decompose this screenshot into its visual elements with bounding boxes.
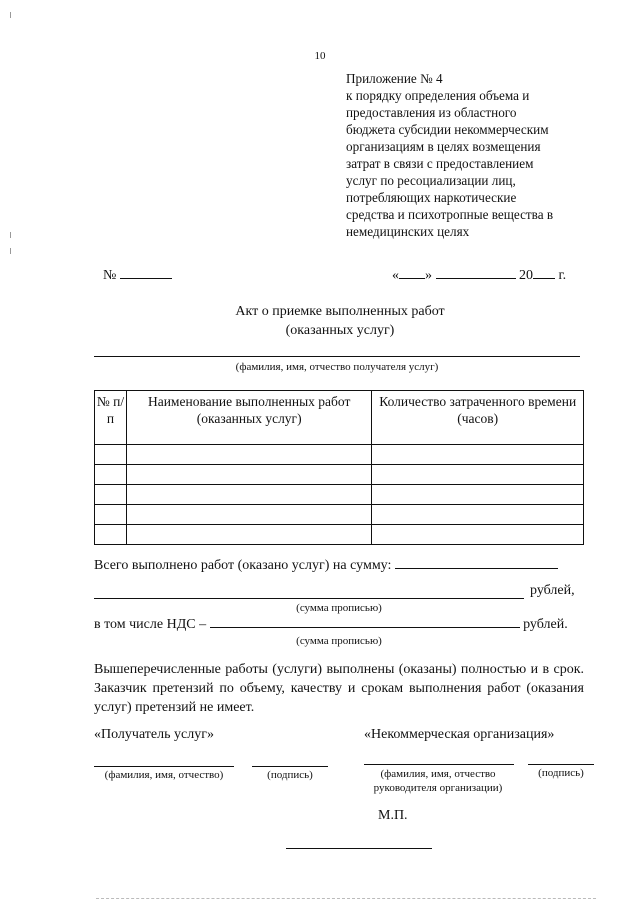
appendix-line: средства и психотропные вещества в — [346, 207, 554, 222]
appendix-line: предоставления из областного — [346, 105, 517, 120]
day-field — [399, 278, 425, 279]
sum-in-words-line — [94, 598, 524, 599]
appendix-line: к порядку определения объема и — [346, 88, 530, 103]
stamp-label: М.П. — [378, 808, 408, 823]
margin-tick — [10, 248, 11, 254]
appendix-block — [346, 70, 596, 240]
year-prefix: 20 — [519, 268, 533, 283]
table-row — [95, 505, 584, 525]
appendix-line: Приложение № 4 — [346, 71, 443, 86]
table-row — [95, 465, 584, 485]
scan-edge-line — [96, 898, 596, 899]
act-date — [392, 268, 566, 284]
date-close-quote: » — [425, 268, 432, 283]
vat-row — [94, 617, 568, 633]
bottom-signature-line — [286, 848, 432, 849]
appendix-line: услуг по ресоциализации лиц, — [346, 173, 516, 188]
manager-sign-line — [528, 764, 594, 765]
date-open-quote: « — [392, 268, 399, 283]
sum-caption-2: (сумма прописью) — [296, 635, 382, 647]
appendix-line: бюджета субсидии некоммерческим — [346, 122, 549, 137]
recipient-sign-line — [252, 766, 328, 767]
page-number: 10 — [314, 50, 326, 62]
manager-name-line — [364, 764, 514, 765]
year-field — [533, 278, 555, 279]
recipient-sign-caption: (подпись) — [267, 769, 313, 781]
appendix-line: потребляющих наркотические — [346, 190, 517, 205]
header-time: Количество затраченного времени (часов) — [372, 391, 584, 445]
number-field — [120, 278, 172, 279]
table-header-row — [95, 391, 584, 445]
total-label: Всего выполнено работ (оказано услуг) на сумму: — [94, 558, 392, 573]
appendix-line: организациям в целях возмещения — [346, 139, 541, 154]
statement-paragraph: Вышеперечисленные работы (услуги) выполнены (оказаны) полностью и в срок. Заказчик претензий по объему, качеству и срокам выполнения работ (оказания услуг) претензий не имеет. — [94, 662, 584, 715]
organization-title: «Некоммерческая организация» — [364, 727, 555, 742]
month-field — [436, 278, 516, 279]
recipient-title: «Получатель услуг» — [94, 727, 214, 742]
sum-caption-1: (сумма прописью) — [296, 602, 382, 614]
works-table — [94, 390, 584, 545]
number-label: № — [103, 268, 117, 283]
manager-sign-caption: (подпись) — [538, 767, 584, 779]
total-row — [94, 558, 558, 574]
document-title — [0, 302, 640, 340]
total-sum-field — [395, 568, 558, 569]
rub-label-1: рублей, — [530, 583, 575, 598]
title-line-1: Акт о приемке выполненных работ — [235, 304, 445, 319]
vat-label: в том числе НДС – — [94, 617, 207, 632]
appendix-line: немедицинских целях — [346, 224, 470, 239]
margin-tick — [10, 232, 11, 238]
year-suffix: г. — [558, 268, 567, 283]
margin-tick — [10, 12, 11, 18]
table-row — [95, 445, 584, 465]
act-number — [103, 268, 172, 284]
recipient-name-line — [94, 356, 580, 357]
table-row — [95, 525, 584, 545]
table-row — [95, 485, 584, 505]
rub-label-2: рублей. — [523, 617, 568, 632]
vat-field — [210, 627, 520, 628]
appendix-line: затрат в связи с предоставлением — [346, 156, 534, 171]
header-work-name: Наименование выполненных работ (оказанных услуг) — [126, 391, 371, 445]
header-number: № п/п — [95, 391, 127, 445]
manager-name-caption: (фамилия, имя, отчество руководителя организации) — [373, 768, 503, 794]
recipient-name-line — [94, 766, 234, 767]
recipient-caption: (фамилия, имя, отчество получателя услуг) — [235, 361, 439, 373]
recipient-name-caption: (фамилия, имя, отчество) — [104, 769, 224, 781]
title-line-2: (оказанных услуг) — [285, 323, 395, 338]
